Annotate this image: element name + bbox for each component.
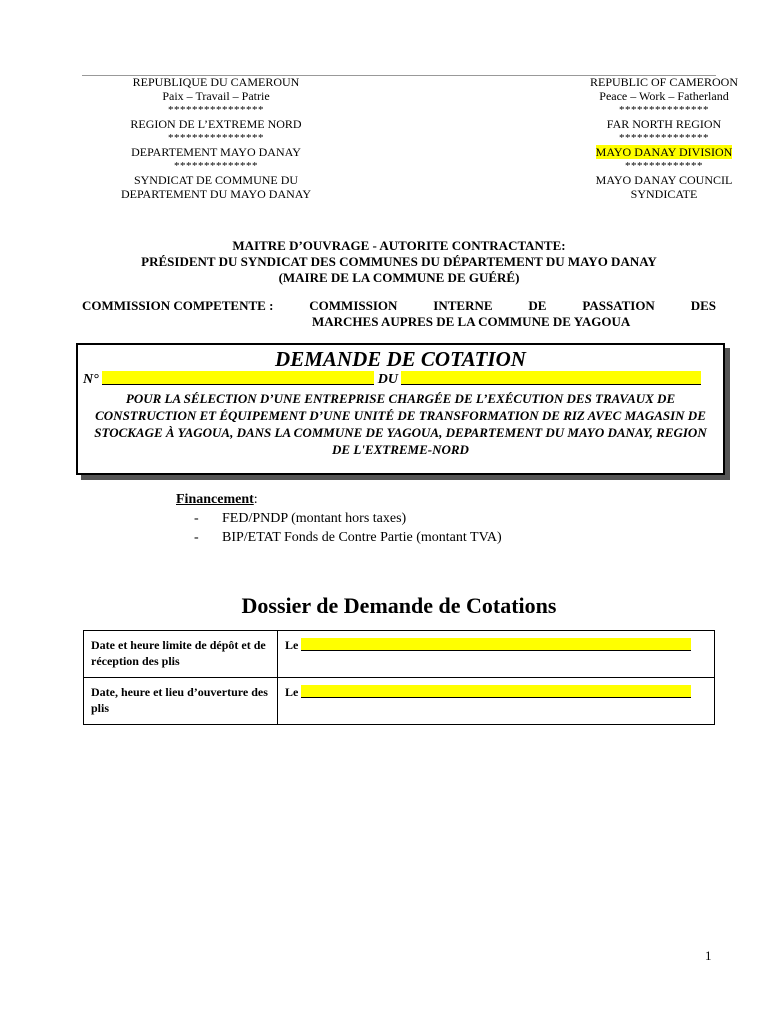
quotation-description: POUR LA SÉLECTION D’UNE ENTREPRISE CHARGÉE DE L’EXÉCUTION DES TRAVAUX DE CONSTRUCTION ET ÉQUIPEMENT D’UNE UNITÉ DE TRANSFORMATION DE RIZ AVEC MAGASIN DE STOCKAGE À YAGOUA, DANS LA COMMUNE DE YAGOUA, DEPARTEMENT DU MAYO DANAY, REGION DE L'EXTREME-NORD xyxy=(94,391,707,457)
dossier-title: Dossier de Demande de Cotations xyxy=(241,593,557,618)
council-en-line1: MAYO DANAY COUNCIL xyxy=(595,173,733,187)
header-left-french xyxy=(100,75,332,201)
separator-stars: ************** xyxy=(174,160,258,172)
separator-stars: **************** xyxy=(168,104,264,116)
list-item xyxy=(176,509,502,528)
deposit-deadline-label: Date et heure limite de dépôt et de réception des plis xyxy=(84,631,278,678)
separator-stars: *************** xyxy=(619,104,709,116)
region-en: FAR NORTH REGION xyxy=(606,117,722,131)
quotation-title: DEMANDE DE COTATION xyxy=(275,347,526,371)
contracting-authority xyxy=(82,238,716,286)
council-en-line2: SYNDICATE xyxy=(630,187,698,201)
dash-bullet: - xyxy=(194,511,199,526)
financing-section xyxy=(176,490,502,547)
motto-en: Peace – Work – Fatherland xyxy=(599,89,729,103)
date-prefix: Le xyxy=(285,685,299,699)
authority-line2: PRÉSIDENT DU SYNDICAT DES COMMUNES DU DÉPARTEMENT DU MAYO DANAY xyxy=(141,254,657,269)
syndicate-fr-line1: SYNDICAT DE COMMUNE DU xyxy=(133,173,299,187)
table-row xyxy=(84,678,715,725)
syndicate-fr-line2: DEPARTEMENT DU MAYO DANAY xyxy=(120,187,312,201)
table-row xyxy=(84,631,715,678)
number-label: N° xyxy=(83,372,99,387)
division-en-highlighted: MAYO DANAY DIVISION xyxy=(595,145,733,159)
financing-colon: : xyxy=(253,492,258,507)
motto-fr: Paix – Travail – Patrie xyxy=(162,89,270,103)
page-number: 1 xyxy=(705,948,712,963)
financing-title: Financement xyxy=(176,492,254,507)
commission-word: COMMISSION xyxy=(309,298,398,313)
date-prefix: Le xyxy=(285,638,299,652)
list-item xyxy=(176,528,502,547)
commission-word: INTERNE xyxy=(433,298,493,313)
separator-stars: **************** xyxy=(168,132,264,144)
commission-word: COMMISSION COMPETENTE : xyxy=(82,298,274,313)
date-label: DU xyxy=(377,372,398,387)
separator-stars: ************* xyxy=(625,160,703,172)
header-right-english xyxy=(578,75,750,201)
department-fr: DEPARTEMENT MAYO DANAY xyxy=(131,145,301,159)
deposit-date-blank-field[interactable] xyxy=(301,638,691,651)
commission-line2: MARCHES AUPRES DE LA COMMUNE DE YAGOUA xyxy=(312,314,631,329)
quotation-request-box xyxy=(76,343,725,475)
commission-word: DES xyxy=(690,298,716,313)
commission-word: DE xyxy=(528,298,547,313)
opening-value xyxy=(278,678,715,725)
financing-item: FED/PNDP (montant hors taxes) xyxy=(222,511,407,526)
dash-bullet: - xyxy=(194,530,199,545)
number-blank-field[interactable] xyxy=(102,371,374,385)
competent-commission xyxy=(82,298,716,330)
opening-label: Date, heure et lieu d’ouverture des plis xyxy=(84,678,278,725)
separator-stars: *************** xyxy=(619,132,709,144)
date-blank-field[interactable] xyxy=(401,371,701,385)
deposit-deadline-value xyxy=(278,631,715,678)
opening-date-blank-field[interactable] xyxy=(301,685,691,698)
authority-line3: (MAIRE DE LA COMMUNE DE GUÉRÉ) xyxy=(278,270,520,285)
country-name-en: REPUBLIC OF CAMEROON xyxy=(589,75,739,89)
commission-word: PASSATION xyxy=(582,298,655,313)
country-name-fr: REPUBLIQUE DU CAMEROUN xyxy=(132,75,300,89)
authority-line1: MAITRE D’OUVRAGE - AUTORITE CONTRACTANTE: xyxy=(232,238,566,253)
financing-item: BIP/ETAT Fonds de Contre Partie (montant TVA) xyxy=(222,530,502,545)
dates-table xyxy=(83,630,715,725)
region-fr: REGION DE L’EXTREME NORD xyxy=(130,117,302,131)
number-date-line xyxy=(78,371,723,388)
